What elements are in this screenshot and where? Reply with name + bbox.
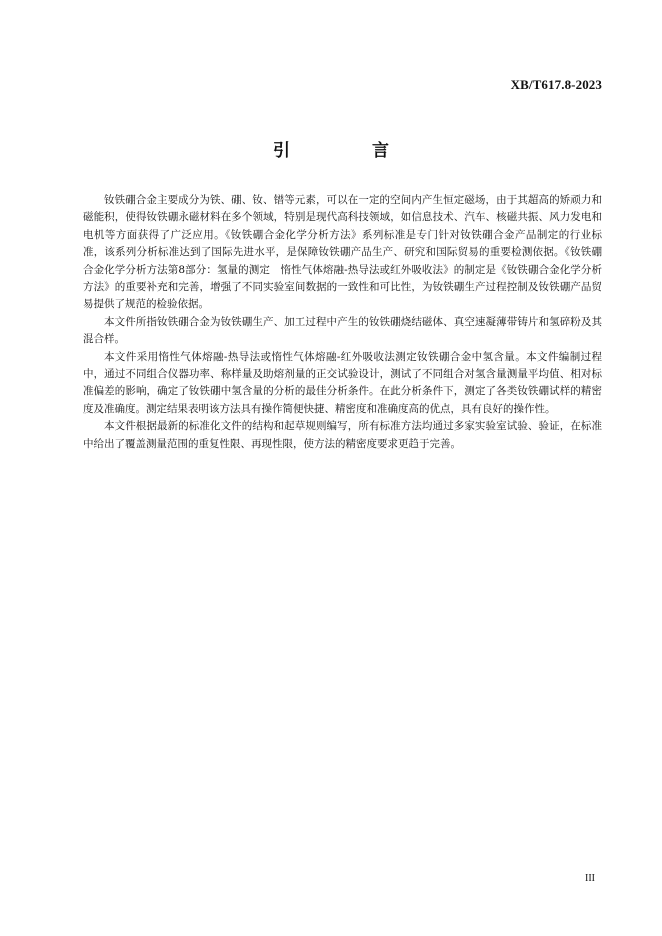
paragraph-3: 本文件采用惰性气体熔融-热导法或惰性气体熔融-红外吸收法测定钕铁硼合金中氢含量。本文件编制过程中，通过不同组合仪器功率、称样量及助熔剂量的正交试验设计，测试了不同组合对氢含量测量平均值、相对标准偏差的影响，确定了钕铁硼中氢含量的分析的最佳分析条件。在此分析条件下，测定了各类钕铁硼试样的精密度及准确度。测定结果表明该方法具有操作简便快捷、精密度和准确度高的优点，具有良好的操作性。 bbox=[83, 350, 602, 415]
introduction-body bbox=[83, 192, 602, 453]
paragraph-1: 钕铁硼合金主要成分为铁、硼、钕、镨等元素，可以在一定的空间内产生恒定磁场，由于其超高的矫顽力和磁能积，使得钕铁硼永磁材料在多个领域，特别是现代高科技领域，如信息技术、汽车、核磁共振、风力发电和电机等方面获得了广泛应用。《钕铁硼合金化学分析方法》系列标准是专门针对钕铁硼合金产品制定的行业标准，该系列分析标准达到了国际先进水平，是保障钕铁硼产品生产、研究和国际贸易的重要检测依据。《钕铁硼合金化学分析方法第8部分：氢量的测定 惰性气体熔融-热导法或红外吸收法》的制定是《钕铁硼合金化学分析方法》的重要补充和完善，增强了不同实验室间数据的一致性和可比性，为钕铁硼生产过程控制及钕铁硼产品贸易提供了规范的检验依据。 bbox=[83, 194, 602, 311]
page-title: 引 言 bbox=[273, 141, 427, 161]
paragraph-4: 本文件根据最新的标准化文件的结构和起草规则编写，所有标准方法均通过多家实验室试验、验证，在标准中给出了覆盖测量范围的重复性限、再现性限，使方法的精密度要求更趋于完善。 bbox=[83, 420, 602, 450]
standard-code: XB/T617.8-2023 bbox=[510, 77, 602, 92]
paragraph-2: 本文件所指钕铁硼合金为钕铁硼生产、加工过程中产生的钕铁硼烧结磁体、真空速凝薄带铸片和氢碎粉及其混合样。 bbox=[83, 315, 602, 346]
page-number: III bbox=[585, 873, 595, 884]
